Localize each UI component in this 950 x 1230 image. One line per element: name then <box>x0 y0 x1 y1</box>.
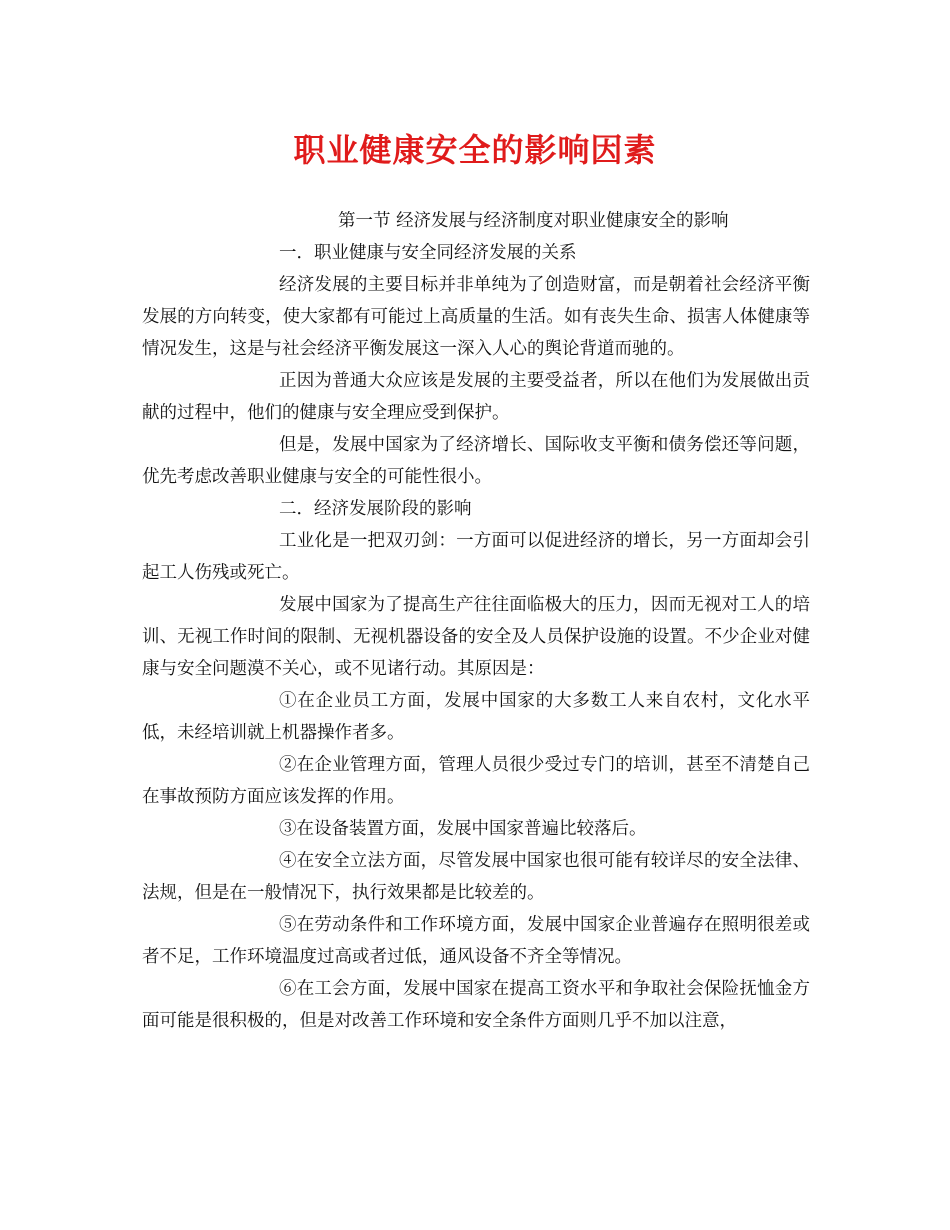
paragraph: 但是，发展中国家为了经济增长、国际收支平衡和债务偿还等问题，优先考虑改善职业健康与安全的可能性很小。 <box>142 435 810 487</box>
section-heading: 第一节 经济发展与经济制度对职业健康安全的影响 <box>338 211 729 231</box>
list-item: ②在企业管理方面，管理人员很少受过专门的培训，甚至不清楚自己在事故预防方面应该发挥的作用。 <box>142 755 810 807</box>
document-title: 职业健康安全的影响因素 <box>293 131 657 169</box>
list-item: ④在安全立法方面，尽管发展中国家也很可能有较详尽的安全法律、法规，但是在一般情况下，执行效果都是比较差的。 <box>142 851 810 903</box>
list-item: ③在设备装置方面，发展中国家普遍比较落后。 <box>279 819 647 839</box>
paragraph: 发展中国家为了提高生产往往面临极大的压力，因而无视对工人的培训、无视工作时间的限制、无视机器设备的安全及人员保护设施的设置。不少企业对健康与安全问题漠不关心，或不见诸行动。其原因是： <box>142 595 810 679</box>
subsection-heading: 一．职业健康与安全同经济发展的关系 <box>279 243 577 263</box>
list-item: ①在企业员工方面，发展中国家的大多数工人来自农村，文化水平低，未经培训就上机器操作者多。 <box>142 691 810 743</box>
paragraph: 正因为普通大众应该是发展的主要受益者，所以在他们为发展做出贡献的过程中，他们的健康与安全理应受到保护。 <box>142 371 810 423</box>
list-item: ⑥在工会方面，发展中国家在提高工资水平和争取社会保险抚恤金方面可能是很积极的，但是对改善工作环境和安全条件方面则几乎不加以注意， <box>142 979 810 1031</box>
paragraph: 工业化是一把双刃剑：一方面可以促进经济的增长，另一方面却会引起工人伤残或死亡。 <box>142 531 810 583</box>
paragraph: 经济发展的主要目标并非单纯为了创造财富，而是朝着社会经济平衡发展的方向转变，使大家都有可能过上高质量的生活。如有丧失生命、损害人体健康等情况发生，这是与社会经济平衡发展这一深入人心的舆论背道而驰的。 <box>142 275 810 359</box>
list-item: ⑤在劳动条件和工作环境方面，发展中国家企业普遍存在照明很差或者不足，工作环境温度过高或者过低，通风设备不齐全等情况。 <box>142 915 810 967</box>
document-body <box>142 205 810 1037</box>
subsection-heading: 二．经济发展阶段的影响 <box>279 499 472 519</box>
